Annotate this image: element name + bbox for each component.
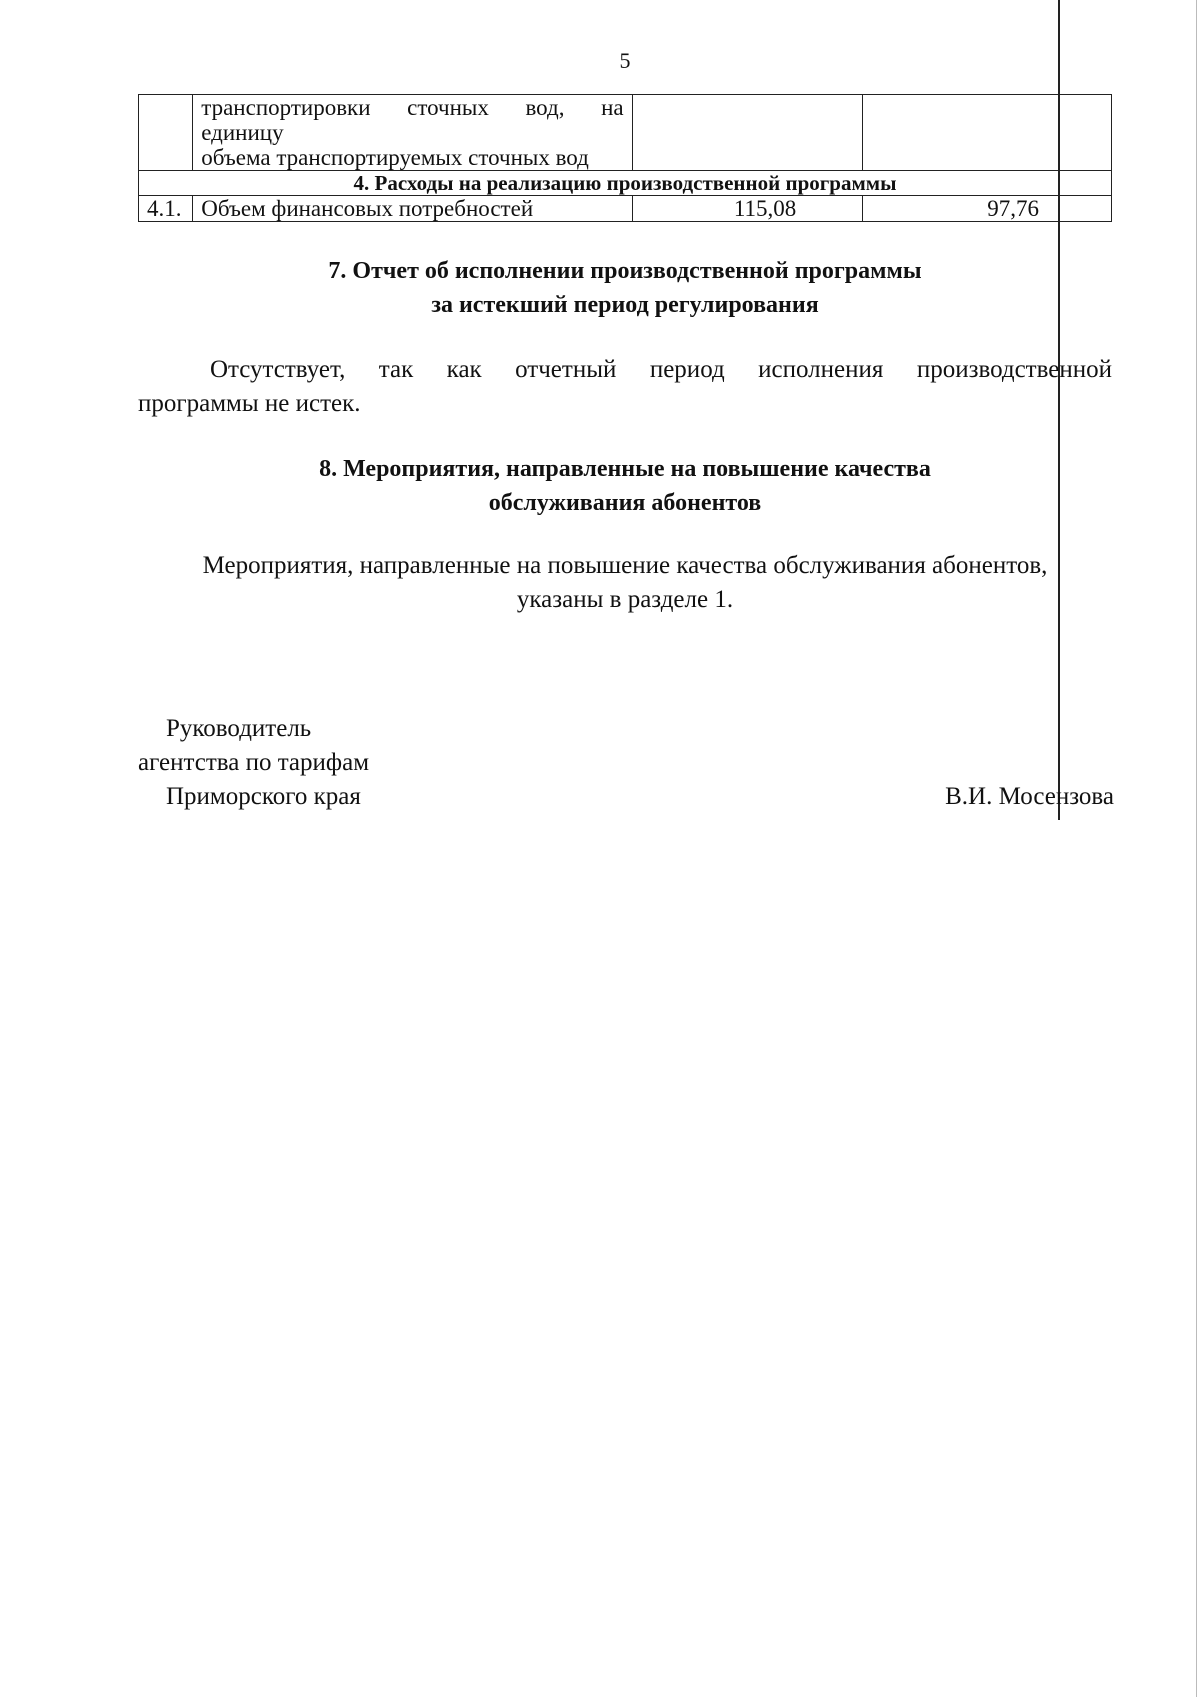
table-cell-value-2: 97,76	[863, 196, 1112, 222]
table-cell-text: Объем финансовых потребностей	[193, 196, 632, 222]
signatory-position-line-1: Руководитель	[166, 715, 312, 742]
table-cell-value-1	[632, 95, 863, 171]
section-7-paragraph	[138, 353, 1112, 421]
table-cell-value-1: 115,08	[632, 196, 863, 222]
section-8-title-line-2: обслуживания абонентов	[488, 490, 762, 516]
table-cell-number: 4.1.	[139, 196, 193, 222]
signatory-position-line-3: Приморского края	[166, 783, 361, 810]
table-section-header: 4. Расходы на реализацию производственной программы	[139, 171, 1112, 196]
table-cell-number	[139, 95, 193, 171]
section-7-paragraph-line-1: Отсутствует, так как отчетный период исполнения производственной	[210, 356, 1112, 383]
table-cell-value-2	[863, 95, 1112, 171]
table-row	[139, 196, 1112, 222]
signatory-name: В.И. Мосензова	[945, 783, 1114, 810]
section-8-paragraph-line-2: указаны в разделе 1.	[516, 586, 734, 613]
section-7-paragraph-line-2: программы не истек.	[138, 390, 361, 417]
page-number: 5	[619, 48, 631, 73]
section-8-paragraph	[138, 549, 1112, 617]
section-7-title-line-2: за истекший период регулирования	[431, 292, 819, 318]
section-8-heading	[138, 452, 1112, 520]
signatory-position-line-2: агентства по тарифам	[138, 749, 370, 776]
scan-artifact-line-right-edge	[1196, 0, 1197, 1697]
table-cell-text-line-2: объема транспортируемых сточных вод	[201, 145, 589, 170]
section-8-title-line-1: 8. Мероприятия, направленные на повышение качества	[319, 456, 931, 482]
table-section-header-row	[139, 171, 1112, 196]
table-cell-text	[193, 95, 632, 171]
section-7-title-line-1: 7. Отчет об исполнении производственной программы	[328, 258, 922, 284]
table-cell-text-line-1: транспортировки сточных вод, на единицу	[201, 95, 624, 145]
section-7-heading	[138, 254, 1112, 322]
programme-table	[138, 94, 1112, 222]
table-row-continued	[139, 95, 1112, 171]
signatory-position	[138, 712, 369, 814]
section-8-paragraph-line-1: Мероприятия, направленные на повышение качества обслуживания абонентов,	[202, 552, 1048, 579]
